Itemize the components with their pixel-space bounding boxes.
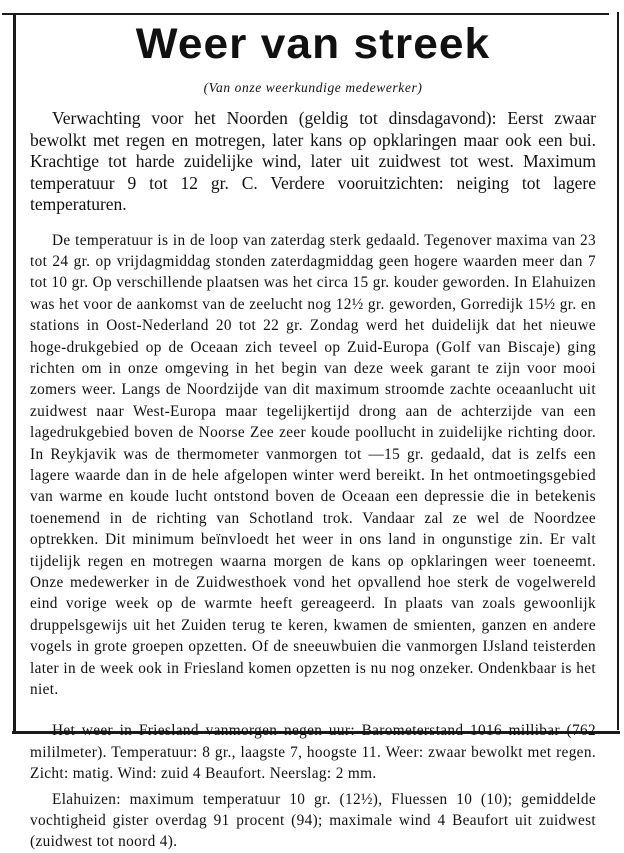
top-border-rule bbox=[2, 13, 609, 15]
forecast-paragraph: Verwachting voor het Noorden (geldig tot dinsdagavond): Eerst zwaar bewolkt met regen en motregen, later kans op opklaringen maar ook een bui. Krachtige tot harde zuidelijke wind, later uit zuidwest tot west. Maximum temperatuur 9 tot 12 gr. C. Verdere vooruitzichten: neiging tot lagere temperaturen. bbox=[30, 108, 596, 214]
body-paragraph-elahuizen-observations: Elahuizen: maximum temperatuur 10 gr. (12½), Fluessen 10 (10); gemiddelde vochtigheid gister overdag 91 procent (94); maximale wind 4 Beaufort uit zuidwest (zuidwest tot noord 4). bbox=[30, 790, 596, 851]
newspaper-article bbox=[30, 18, 596, 853]
left-border-rule bbox=[13, 14, 16, 734]
byline: (Van onze weerkundige medewerker) bbox=[203, 80, 423, 95]
headline: Weer van streek bbox=[135, 20, 491, 68]
body-paragraph-weather-report: De temperatuur is in de loop van zaterdag sterk gedaald. Tegenover maxima van 23 tot 24 gr. op vrijdagmiddag stonden zaterdagmiddag geen hogere waarden meer dan 7 tot 10 gr. Op verschillende plaatsen was het circa 15 gr. kouder geworden. In Elahuizen was het voor de aankomst van de zeelucht nog 12½ gr. geworden, Gorredijk 15½ gr. en stations in Oost-Nederland 20 tot 22 gr. Zondag werd het duidelijk dat het nieuwe hoge-drukgebied op de Oceaan zich teveel op Zuid-Europa (Golf van Biscaje) ging richten om in onze omgeving in het begin van deze week garant te zijn voor mooi zomers weer. Langs de Noordzijde van dit maximum stroomde zachte oceaanlucht uit zuidwest naar West-Europa maar tegelijkertijd drong aan de achterzijde van een lagedrukgebied boven de Noorse Zee zeer koude poollucht in zuidelijke richting door. In Reykjavik was de thermometer vanmorgen tot —15 gr. gedaald, dat is zelfs een lagere waarde dan in de hele afgelopen winter werd bereikt. In het ontmoetingsgebied van warme en koude lucht ontstond boven de Oceaan een depressie die in betekenis toenemend in de richting van Schotland trok. Vandaar zal ze wel de Noordzee optrekken. Dit minimum beïnvloedt het weer in ons land in ongunstige zin. Er valt tijdelijk regen en motregen waarna morgen de kans op opklaringen weer toeneemt. Onze medewerker in de Zuidwesthoek vond het opvallend hoe sterk de vogelwereld eind vorige week op de warmte heeft gereageerd. In plaats van zoals gewoonlijk druppelsgewijs uit het Zuiden terug te keren, kwamen de smienten, ganzen en andere vogels in grote groepen opzetten. Of de sneeuwbuien die vanmorgen IJsland teisterden later in de week ook in Friesland komen opzetten is nu nog onzeker. Ondenkbaar is het niet. bbox=[30, 231, 596, 699]
right-border-rule bbox=[617, 12, 619, 730]
body-paragraph-friesland-observations: Het weer in Friesland vanmorgen negen uur: Barometerstand 1016 millibar (762 mililmeter). Temperatuur: 8 gr., laagste 7, hoogste 11. Weer: zwaar bewolkt met regen. Zicht: matig. Wind: zuid 4 Beaufort. Neerslag: 2 mm. bbox=[30, 722, 596, 783]
